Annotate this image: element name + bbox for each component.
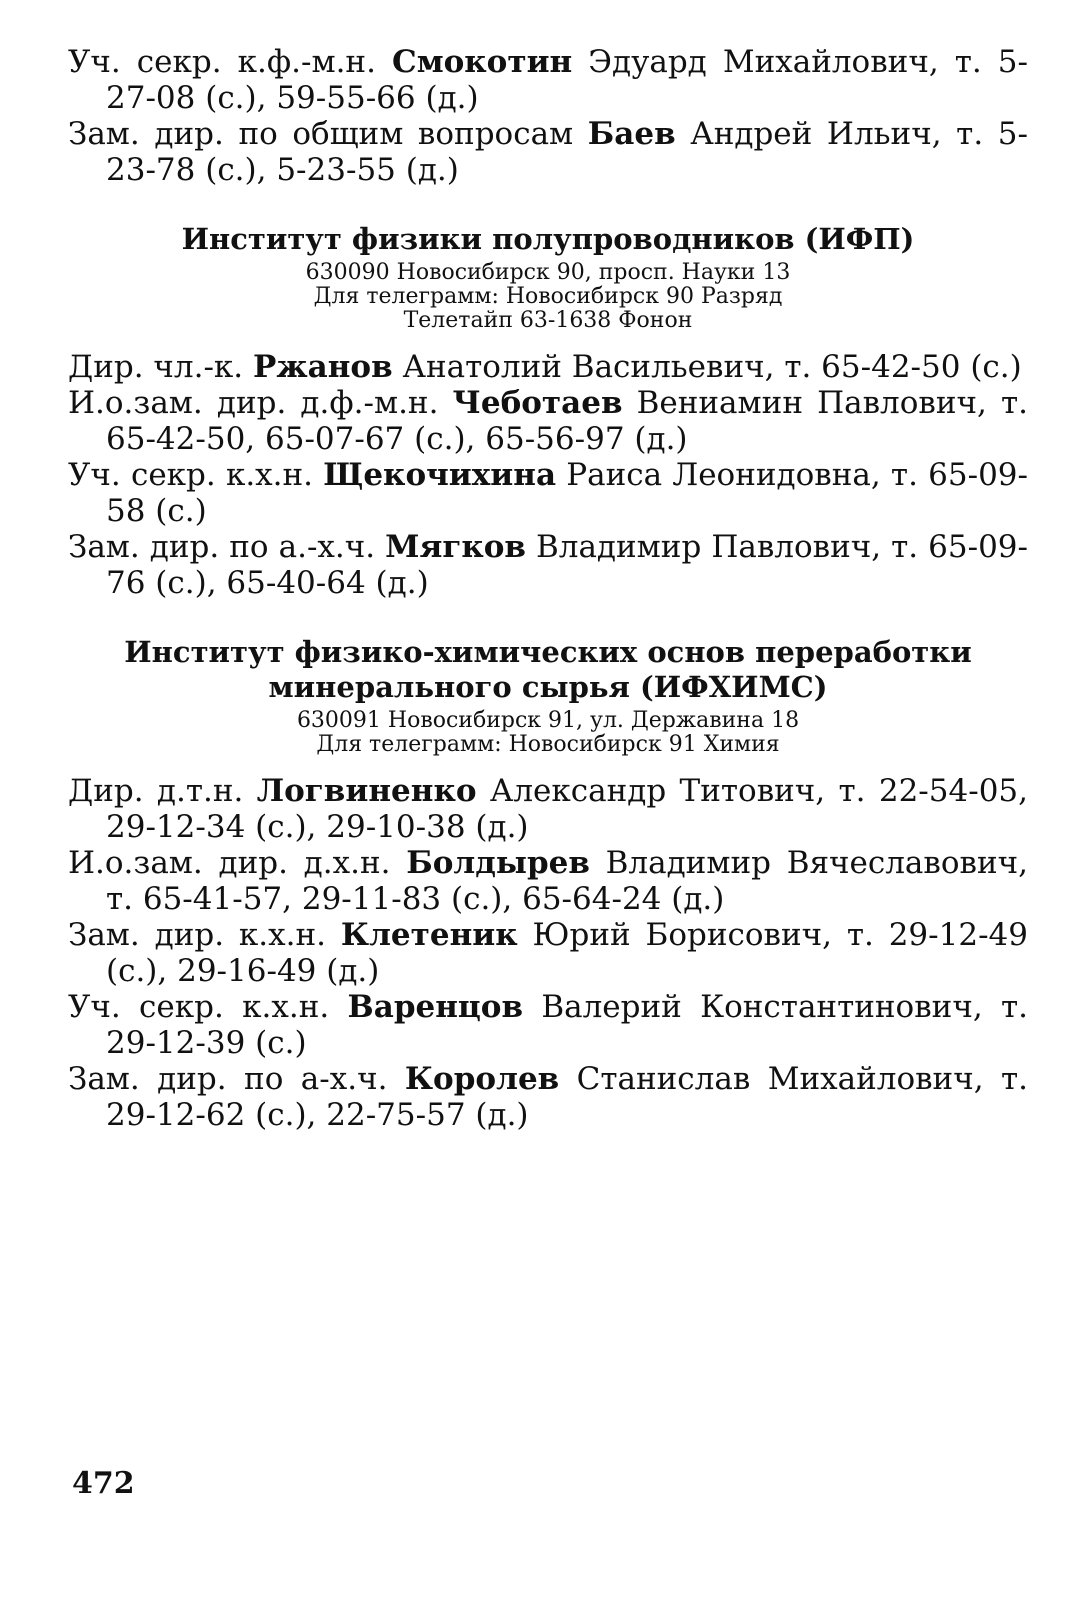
staff-surname: Болдырев bbox=[406, 845, 590, 881]
institute-header bbox=[68, 635, 1028, 757]
staff-surname: Королев bbox=[404, 1061, 560, 1097]
staff-surname: Мягков bbox=[385, 529, 526, 565]
staff-list bbox=[68, 773, 1028, 1133]
page-number: 472 bbox=[72, 1466, 135, 1501]
staff-surname: Смокотин bbox=[392, 44, 573, 80]
institute-name: Институт физики полупроводников (ИФП) bbox=[181, 222, 915, 256]
address-line: 630091 Новосибирск 91, ул. Державина 18 bbox=[296, 708, 800, 733]
staff-entry: Уч. секр. к.х.н. Щекочихина Раиса Леонидовна, т. 65-09-58 (с.) bbox=[68, 457, 1028, 529]
staff-entry: И.о.зам. дир. д.ф.-м.н. Чеботаев Вениамин Павлович, т. 65-42-50, 65-07-67 (с.), 65-56-97 (д.) bbox=[68, 385, 1028, 457]
staff-entry: Зам. дир. к.х.н. Клетеник Юрий Борисович, т. 29-12-49 (с.), 29-16-49 (д.) bbox=[68, 917, 1028, 989]
address-line: Для телеграмм: Новосибирск 90 Разряд bbox=[313, 284, 783, 309]
staff-entry: Дир. д.т.н. Логвиненко Александр Титович, т. 22-54-05, 29-12-34 (с.), 29-10-38 (д.) bbox=[68, 773, 1028, 845]
institute-name: Институт физико-химических основ переработки минерального сырья (ИФХИМС) bbox=[124, 635, 972, 704]
staff-entry: Зам. дир. по а.-х.ч. Мягков Владимир Павлович, т. 65-09-76 (с.), 65-40-64 (д.) bbox=[68, 529, 1028, 601]
address-line: Для телеграмм: Новосибирск 91 Химия bbox=[316, 732, 780, 757]
staff-surname: Щекочихина bbox=[323, 457, 557, 493]
staff-surname: Ржанов bbox=[253, 349, 393, 385]
institute-header bbox=[68, 222, 1028, 333]
staff-surname: Клетеник bbox=[340, 917, 518, 953]
institute-section-ifkhims bbox=[68, 635, 1028, 1133]
institute-address bbox=[68, 261, 1028, 333]
staff-entry: Уч. секр. к.х.н. Варенцов Валерий Константинович, т. 29-12-39 (с.) bbox=[68, 989, 1028, 1061]
staff-list bbox=[68, 349, 1028, 601]
staff-surname: Баев bbox=[587, 116, 676, 152]
staff-surname: Варенцов bbox=[347, 989, 524, 1025]
staff-surname: Чеботаев bbox=[452, 385, 623, 421]
staff-surname: Логвиненко bbox=[256, 773, 477, 809]
address-line: Телетайп 63-1638 Фонон bbox=[403, 308, 693, 333]
page-content bbox=[68, 44, 1028, 1133]
institute-address bbox=[68, 709, 1028, 757]
staff-entry: И.о.зам. дир. д.х.н. Болдырев Владимир Вячеславович, т. 65-41-57, 29-11-83 (с.), 65-64-24 (д.) bbox=[68, 845, 1028, 917]
staff-entry: Уч. секр. к.ф.-м.н. Смокотин Эдуард Михайлович, т. 5-27-08 (с.), 59-55-66 (д.) bbox=[68, 44, 1028, 116]
staff-entry: Дир. чл.-к. Ржанов Анатолий Васильевич, т. 65-42-50 (с.) bbox=[68, 349, 1022, 385]
institute-section-ifp bbox=[68, 222, 1028, 601]
staff-entry: Зам. дир. по общим вопросам Баев Андрей Ильич, т. 5-23-78 (с.), 5-23-55 (д.) bbox=[68, 116, 1028, 188]
address-line: 630090 Новосибирск 90, просп. Науки 13 bbox=[305, 260, 791, 285]
top-entries bbox=[68, 44, 1028, 188]
staff-entry: Зам. дир. по а-х.ч. Королев Станислав Михайлович, т. 29-12-62 (с.), 22-75-57 (д.) bbox=[68, 1061, 1028, 1133]
